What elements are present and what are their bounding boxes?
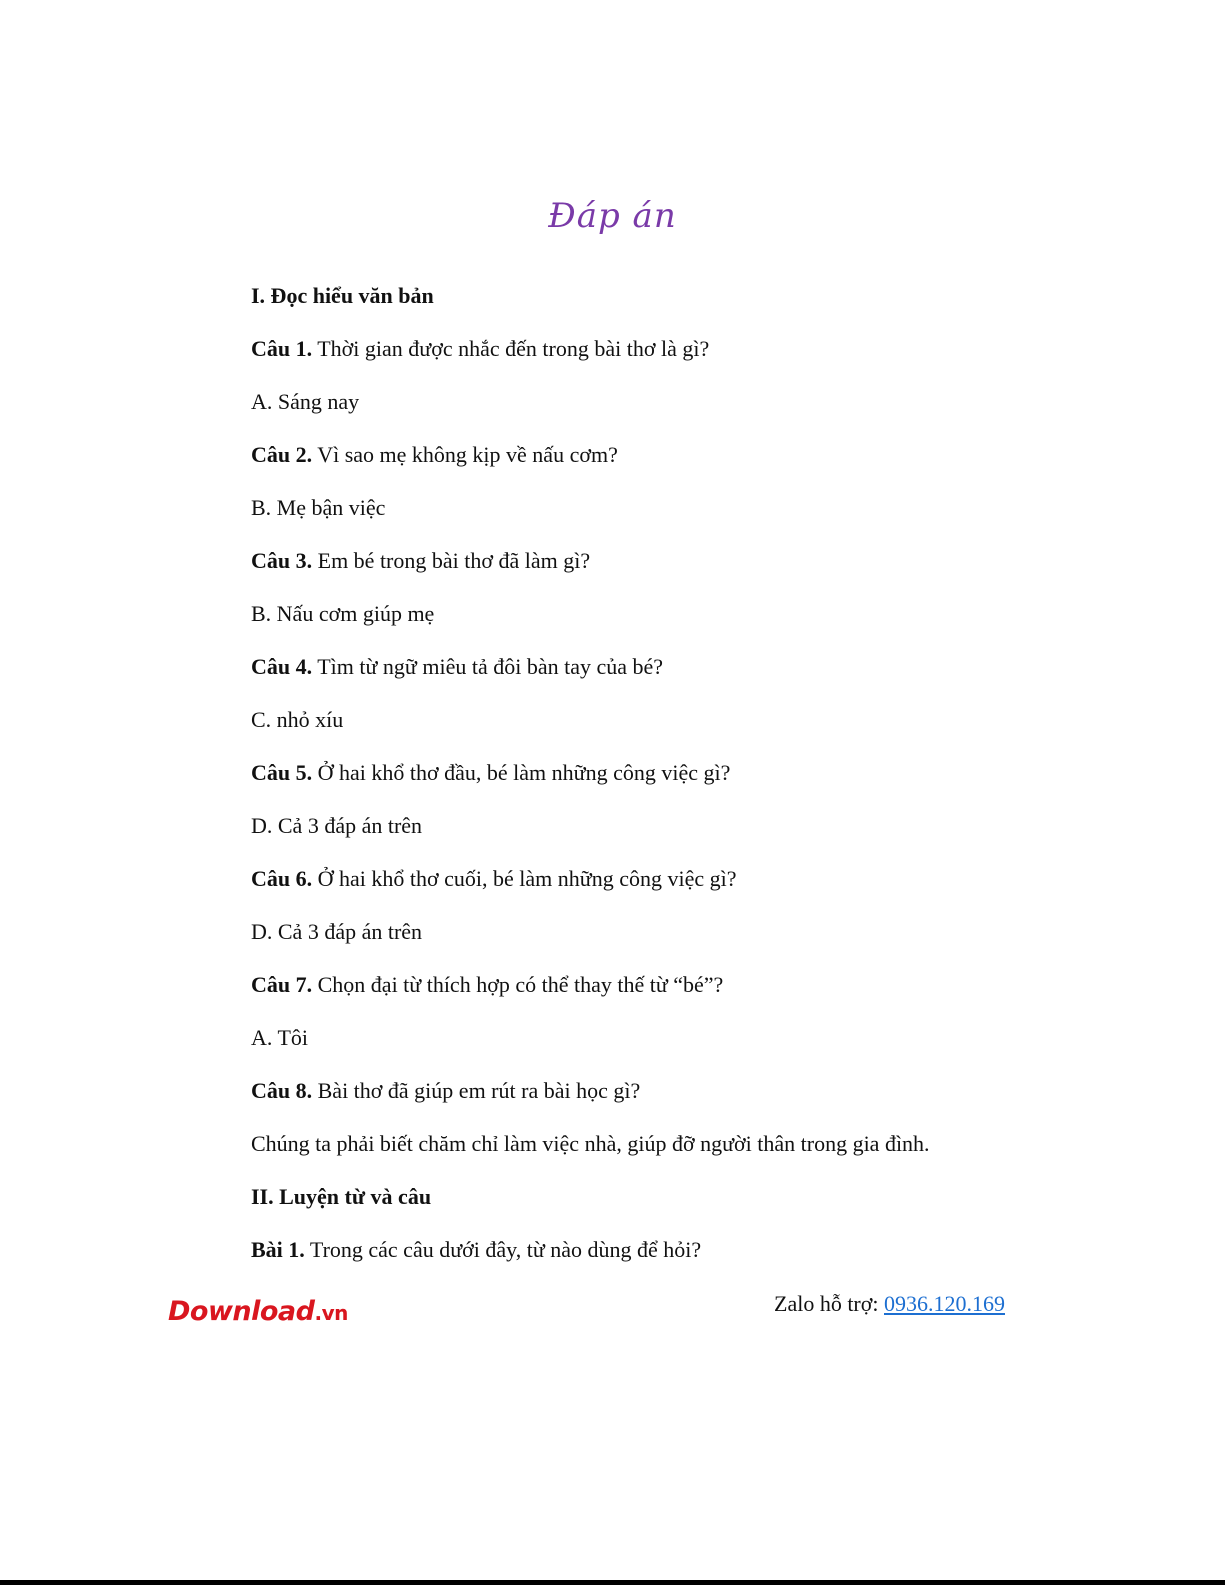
answer-8: Chúng ta phải biết chăm chỉ làm việc nhà, giúp đỡ người thân trong gia đình. [251, 1131, 930, 1156]
question-text: Ở hai khổ thơ đầu, bé làm những công việc gì? [312, 760, 731, 785]
question-text: Tìm từ ngữ miêu tả đôi bàn tay của bé? [312, 654, 664, 679]
question-label: Câu 2. [251, 442, 313, 467]
download-vn-logo[interactable] [168, 1296, 348, 1327]
exercise-text: Trong các câu dưới đây, từ nào dùng để hỏi? [304, 1237, 702, 1262]
answer-4: C. nhỏ xíu [251, 707, 344, 732]
page-bottom-border [0, 1580, 1225, 1585]
section-heading-reading: I. Đọc hiểu văn bản [251, 283, 434, 308]
answer-1: A. Sáng nay [251, 389, 360, 414]
question-text: Em bé trong bài thơ đã làm gì? [312, 548, 591, 573]
question-1 [251, 335, 1071, 363]
exercise-1 [251, 1236, 1071, 1264]
question-label: Câu 8. [251, 1078, 313, 1103]
question-label: Câu 4. [251, 654, 313, 679]
answer-7: A. Tôi [251, 1025, 309, 1050]
answer-6: D. Cả 3 đáp án trên [251, 919, 423, 944]
question-2 [251, 441, 1071, 469]
question-label: Câu 6. [251, 866, 313, 891]
question-7 [251, 971, 1071, 999]
exercise-label: Bài 1. [251, 1237, 305, 1262]
question-text: Vì sao mẹ không kịp về nấu cơm? [312, 442, 618, 467]
question-label: Câu 1. [251, 336, 313, 361]
question-label: Câu 7. [251, 972, 313, 997]
zalo-label: Zalo hỗ trợ: [774, 1291, 884, 1316]
question-label: Câu 5. [251, 760, 313, 785]
answer-2: B. Mẹ bận việc [251, 495, 386, 520]
question-5 [251, 759, 1071, 787]
question-text: Bài thơ đã giúp em rút ra bài học gì? [312, 1078, 641, 1103]
question-text: Ở hai khổ thơ cuối, bé làm những công việc gì? [312, 866, 737, 891]
question-text: Chọn đại từ thích hợp có thể thay thế từ “bé”? [312, 972, 724, 997]
answer-5: D. Cả 3 đáp án trên [251, 813, 423, 838]
question-4 [251, 653, 1071, 681]
question-8 [251, 1077, 1071, 1105]
question-6 [251, 865, 1071, 893]
answer-3: B. Nấu cơm giúp mẹ [251, 601, 435, 626]
question-3 [251, 547, 1071, 575]
section-heading-vocabulary: II. Luyện từ và câu [251, 1184, 432, 1209]
logo-tld-text: .vn [314, 1301, 348, 1325]
question-label: Câu 3. [251, 548, 313, 573]
page-title: Đáp án [548, 196, 677, 236]
zalo-support [774, 1290, 1005, 1318]
question-text: Thời gian được nhắc đến trong bài thơ là gì? [312, 336, 710, 361]
document-body [251, 282, 1071, 1289]
logo-main-text: Download [168, 1296, 315, 1327]
zalo-phone-link[interactable]: 0936.120.169 [884, 1291, 1005, 1316]
